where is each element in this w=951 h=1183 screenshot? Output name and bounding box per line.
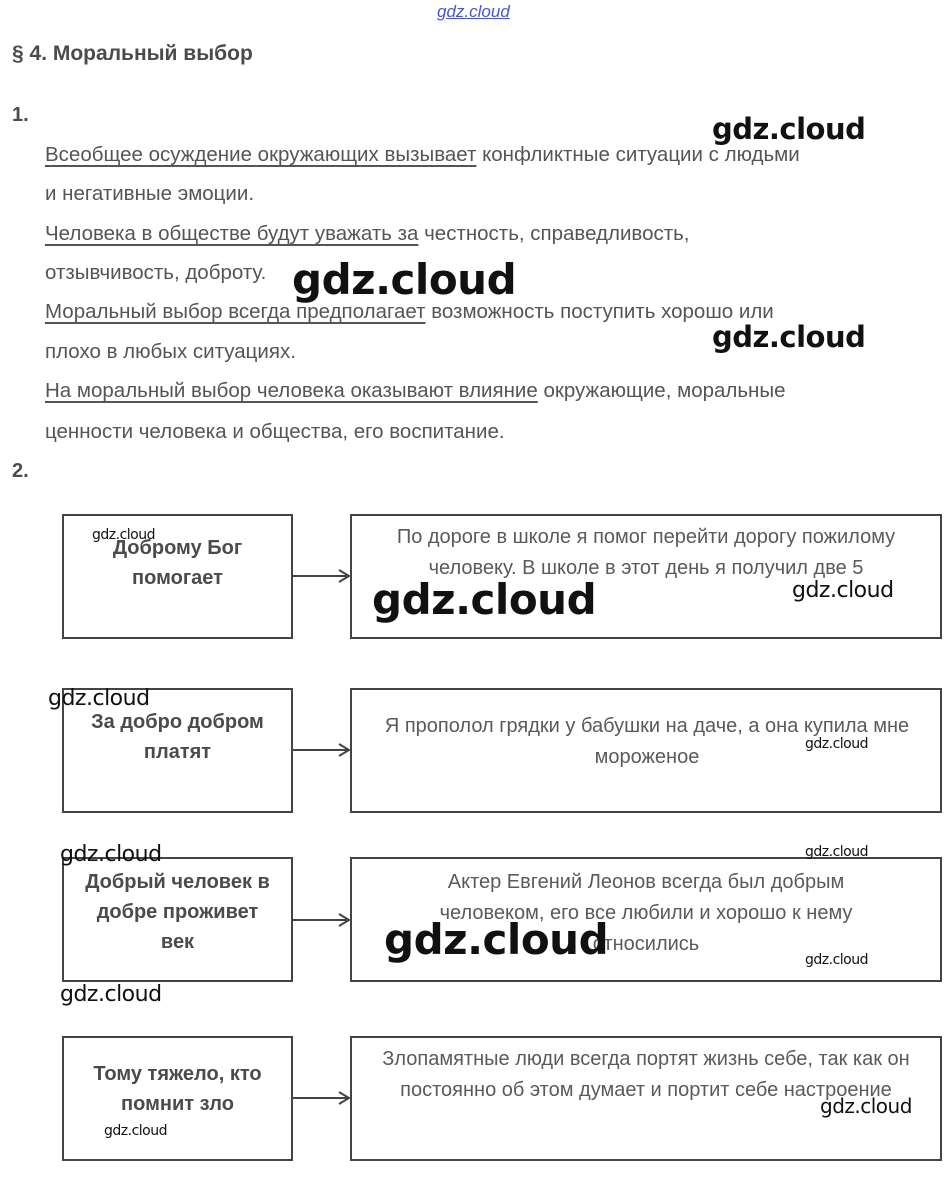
line-continuation: честность, справедливость, [418,222,690,245]
proverb-text: Добрый человек в добре проживет век [85,870,270,953]
arrow-right-icon [293,1090,351,1106]
arrow-right-icon [293,912,351,928]
task1-line-4 [45,261,266,285]
watermark: gdz.cloud [292,255,517,304]
proverb-text: За добро добром платят [91,710,264,763]
watermark: gdz.cloud [820,1094,912,1118]
proverb-text: Доброму Бог помогает [112,536,243,589]
arrow-right-icon [293,568,351,584]
watermark: gdz.cloud [372,575,597,624]
line-continuation: отзывчивость, доброту. [45,261,267,284]
watermark: gdz.cloud [805,844,868,860]
section-title: § 4. Моральный выбор [12,42,253,65]
task1-number: 1. [12,104,29,126]
underlined-phrase: На моральный выбор человека оказывают влияние [45,379,538,402]
proverb-box [62,857,293,982]
watermark: gdz.cloud [792,578,894,603]
underlined-phrase: Всеобщее осуждение окружающих вызывает [45,143,477,166]
task2-number: 2. [12,460,29,482]
watermark: gdz.cloud [712,320,866,354]
line-continuation: конфликтные ситуации с людьми [476,143,800,166]
arrow-right-icon [293,742,351,758]
task1-line-2 [45,182,254,206]
example-text: По дороге в школе я помог перейти дорогу пожилому человеку. В школе в этот день я получил две 5 [396,526,896,579]
task1-line-3 [45,222,690,246]
watermark: gdz.cloud [805,736,868,752]
line-continuation: плохо в любых ситуациях. [45,340,296,363]
example-text: Злопамятные люди всегда портят жизнь себе, так как он постоянно об этом думает и портит себе настроение [382,1048,910,1101]
proverb-box [62,1036,293,1161]
watermark: gdz.cloud [92,527,155,543]
task1-line-8 [45,420,505,444]
watermark: gdz.cloud [805,952,868,968]
underlined-phrase: Моральный выбор всегда предполагает [45,300,426,323]
line-continuation: окружающие, моральные [537,379,786,402]
line-continuation: ценности человека и общества, его воспитание. [45,420,505,443]
example-text: Актер Евгений Леонов всегда был добрым человеком, его все любили и хорошо к нему относились [439,871,853,955]
underlined-phrase: Человека в обществе будут уважать за [45,222,419,245]
task1-line-1 [45,143,800,167]
watermark: gdz.cloud [104,1123,167,1139]
watermark: gdz.cloud [384,915,609,964]
proverb-text: Тому тяжело, кто помнит зло [93,1062,262,1115]
watermark: gdz.cloud [60,842,162,867]
task1-line-7 [45,379,786,403]
line-continuation: возможность поступить хорошо или [425,300,774,323]
example-text: Я прополол грядки у бабушки на даче, а она купила мне мороженое [384,715,910,768]
task1-line-6 [45,340,296,364]
watermark: gdz.cloud [60,982,162,1007]
top-watermark-link[interactable]: gdz.cloud [437,2,510,21]
line-continuation: и негативные эмоции. [45,182,255,205]
watermark: gdz.cloud [48,686,150,711]
watermark: gdz.cloud [712,112,866,146]
